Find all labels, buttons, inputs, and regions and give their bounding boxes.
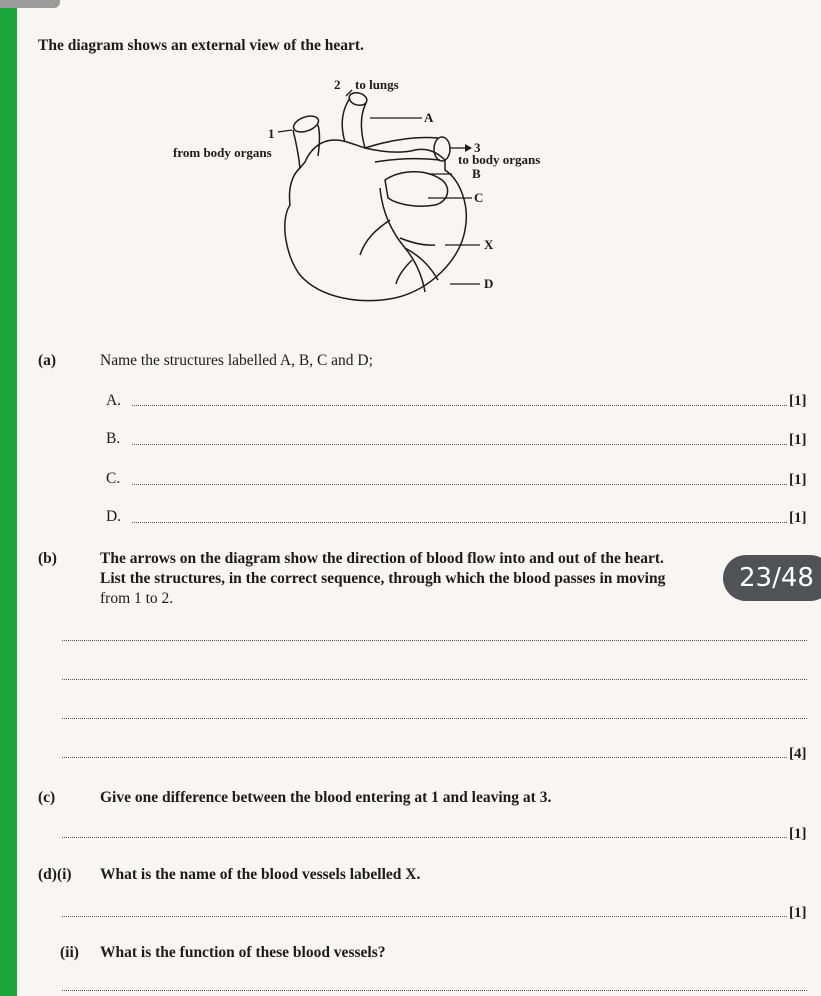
question-b-line3: from 1 to 2. [100, 590, 174, 607]
pointer-1 [278, 130, 292, 132]
diagram-label-A: A [424, 110, 434, 125]
answer-c-mark: [1] [789, 472, 807, 488]
question-b-line2: List the structures, in the correct sequence, through which the blood passes in moving [100, 570, 666, 587]
coronary-branches [360, 220, 438, 284]
auricle-shape [385, 172, 448, 206]
question-b-line1: The arrows on the diagram show the direction of blood flow into and out of the heart. [100, 550, 664, 567]
diagram-label-to-body-organs: to body organs [458, 152, 541, 167]
diagram-label-3: 3 [474, 140, 481, 155]
answer-d-line[interactable] [132, 522, 787, 523]
question-b-id: (b) [38, 550, 57, 567]
answer-d-letter: D. [106, 508, 122, 525]
diagram-label-to-lungs: to lungs [355, 77, 399, 92]
question-d-ii-prompt: What is the function of these blood vessels? [100, 944, 386, 961]
diagram-label-from-body-organs: from body organs [173, 145, 272, 160]
answer-b-line-1[interactable] [62, 640, 807, 641]
answer-d-ii-line[interactable] [62, 990, 807, 991]
question-d-prompt: What is the name of the blood vessels labelled X. [100, 866, 421, 883]
diagram-label-B: B [472, 166, 481, 181]
diagram-label-2: 2 [334, 77, 341, 92]
question-a-prompt: Name the structures labelled A, B, C and D; [100, 352, 373, 369]
diagram-label-X: X [484, 237, 494, 252]
answer-a-mark: [1] [789, 393, 807, 409]
heart-diagram [160, 70, 580, 320]
question-a-id: (a) [38, 352, 57, 369]
question-d-mark: [1] [789, 905, 807, 921]
page-indicator-badge: 23/48 [723, 555, 821, 601]
green-margin-bar [0, 0, 17, 996]
answer-c-letter: C. [106, 470, 121, 487]
question-b-mark: [4] [789, 746, 807, 762]
answer-c-response-line[interactable] [62, 837, 787, 838]
diagram-label-1: 1 [268, 126, 275, 141]
answer-d-mark: [1] [789, 510, 807, 526]
answer-b-line-3[interactable] [62, 718, 807, 719]
top-edge-shadow [0, 0, 60, 8]
answer-a-line[interactable] [132, 405, 787, 406]
heart-outline [285, 140, 467, 301]
question-c-mark: [1] [789, 826, 807, 842]
answer-c-line[interactable] [132, 484, 787, 485]
answer-b-line-2[interactable] [62, 679, 807, 680]
intro-text: The diagram shows an external view of the heart. [38, 37, 364, 54]
question-c-prompt: Give one difference between the blood entering at 1 and leaving at 3. [100, 789, 552, 806]
vena-cava-opening [291, 113, 320, 135]
answer-a-letter: A. [106, 392, 122, 409]
answer-b-letter: B. [106, 430, 121, 447]
arrow-3-head [465, 144, 472, 152]
question-d-id: (d)(i) [38, 866, 72, 883]
answer-b-mark: [1] [789, 432, 807, 448]
answer-b-line-4[interactable] [62, 757, 787, 758]
diagram-label-D: D [484, 276, 494, 291]
answer-d-response-line[interactable] [62, 916, 787, 917]
question-d-ii-id: (ii) [60, 944, 79, 961]
diagram-label-C: C [474, 190, 484, 205]
question-c-id: (c) [38, 789, 56, 806]
answer-b-line[interactable] [132, 444, 787, 445]
